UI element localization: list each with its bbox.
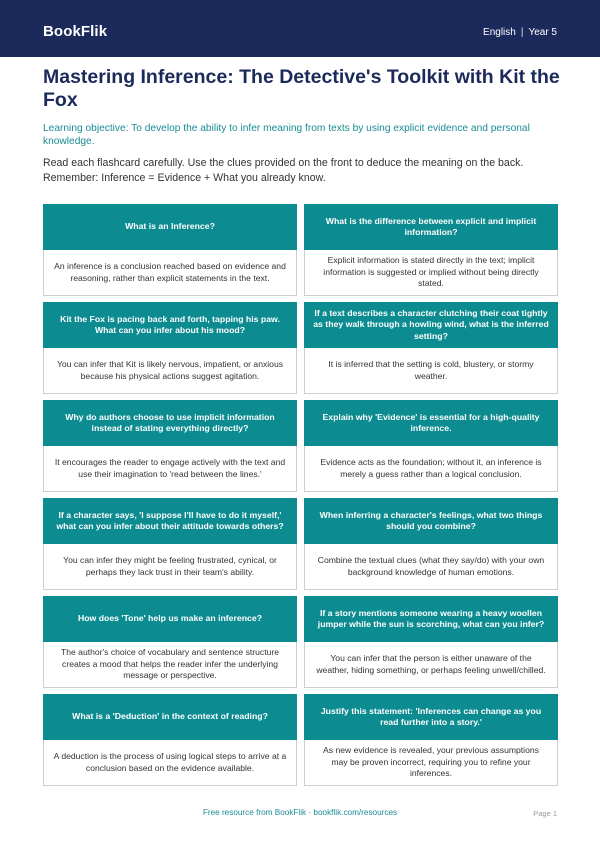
brand-logo[interactable]: BookFlik (43, 23, 108, 40)
flashcard (43, 204, 297, 296)
page-header (0, 0, 600, 57)
flashcard-front: If a story mentions someone wearing a heavy woollen jumper while the sun is scorching, what can you infer? (304, 596, 558, 642)
flashcard-front: Why do authors choose to use implicit information instead of stating everything directly? (43, 400, 297, 446)
flashcard-back: It encourages the reader to engage actively with the text and use their imagination to 'read between the lines.' (43, 446, 297, 492)
flashcard-back: The author's choice of vocabulary and sentence structure creates a mood that helps the reader infer the underlying message or perspective. (43, 642, 297, 688)
flashcard-front: What is a 'Deduction' in the context of reading? (43, 694, 297, 740)
flashcard-back: An inference is a conclusion reached based on evidence and reasoning, rather than explicit statements in the text. (43, 250, 297, 296)
flashcard-front: Kit the Fox is pacing back and forth, tapping his paw. What can you infer about his mood? (43, 302, 297, 348)
flashcard-back: You can infer that the person is either unaware of the weather, hiding something, or perhaps feeling unwell/chilled. (304, 642, 558, 688)
page-number: Page 1 (533, 809, 557, 818)
flashcard (43, 596, 297, 688)
flashcard (43, 302, 297, 394)
flashcard (304, 498, 558, 590)
flashcard (43, 694, 297, 786)
flashcard (304, 596, 558, 688)
learning-objective: Learning objective: To develop the ability to infer meaning from texts by using explicit evidence and personal knowledge. (43, 123, 530, 147)
language-label: English (483, 27, 516, 38)
flashcard-back: You can infer they might be feeling frustrated, cynical, or perhaps they lack trust in their team's ability. (43, 544, 297, 590)
flashcard-front: If a text describes a character clutching their coat tightly as they walk through a howling wind, what is the inferred setting? (304, 302, 558, 348)
flashcard-back: Evidence acts as the foundation; without it, an inference is merely a guess rather than a logical conclusion. (304, 446, 558, 492)
flashcard-front: Explain why 'Evidence' is essential for a high-quality inference. (304, 400, 558, 446)
flashcard-front: How does 'Tone' help us make an inference? (43, 596, 297, 642)
flashcard-front: What is an Inference? (43, 204, 297, 250)
flashcard (304, 302, 558, 394)
flashcard-back: You can infer that Kit is likely nervous, impatient, or anxious because his physical actions suggest agitation. (43, 348, 297, 394)
footer-resource-link[interactable]: Free resource from BookFlik · bookflik.com/resources (202, 808, 398, 817)
flashcard-front: If a character says, 'I suppose I'll have to do it myself,' what can you infer about their attitude towards others? (43, 498, 297, 544)
header-separator: | (520, 27, 524, 38)
flashcard (304, 400, 558, 492)
flashcard-front: Justify this statement: 'Inferences can change as you read further into a story.' (304, 694, 558, 740)
flashcard-back: A deduction is the process of using logical steps to arrive at a conclusion based on the evidence available. (43, 740, 297, 786)
page-title: Mastering Inference: The Detective's Toolkit with Kit the Fox (43, 66, 560, 111)
flashcard-back: Explicit information is stated directly in the text; implicit information is suggested or implied without being directly stated. (304, 250, 558, 296)
flashcard-back: Combine the textual clues (what they say/do) with your own background knowledge of human emotions. (304, 544, 558, 590)
flashcard (43, 498, 297, 590)
flashcard (304, 694, 558, 786)
flashcard-front: What is the difference between explicit and implicit information? (304, 204, 558, 250)
flashcard-back: It is inferred that the setting is cold, blustery, or stormy weather. (304, 348, 558, 394)
flashcard-back: As new evidence is revealed, your previous assumptions may be proven incorrect, requiring you to refine your inferences. (304, 740, 558, 786)
year-label: Year 5 (528, 27, 557, 38)
header-meta (483, 27, 557, 38)
instructions: Read each flashcard carefully. Use the clues provided on the front to deduce the meaning on the back. Remember: Inference = Evidence + What you already know. (43, 157, 524, 184)
flashcard-front: When inferring a character's feelings, what two things should you combine? (304, 498, 558, 544)
flashcard (304, 204, 558, 296)
flashcard (43, 400, 297, 492)
